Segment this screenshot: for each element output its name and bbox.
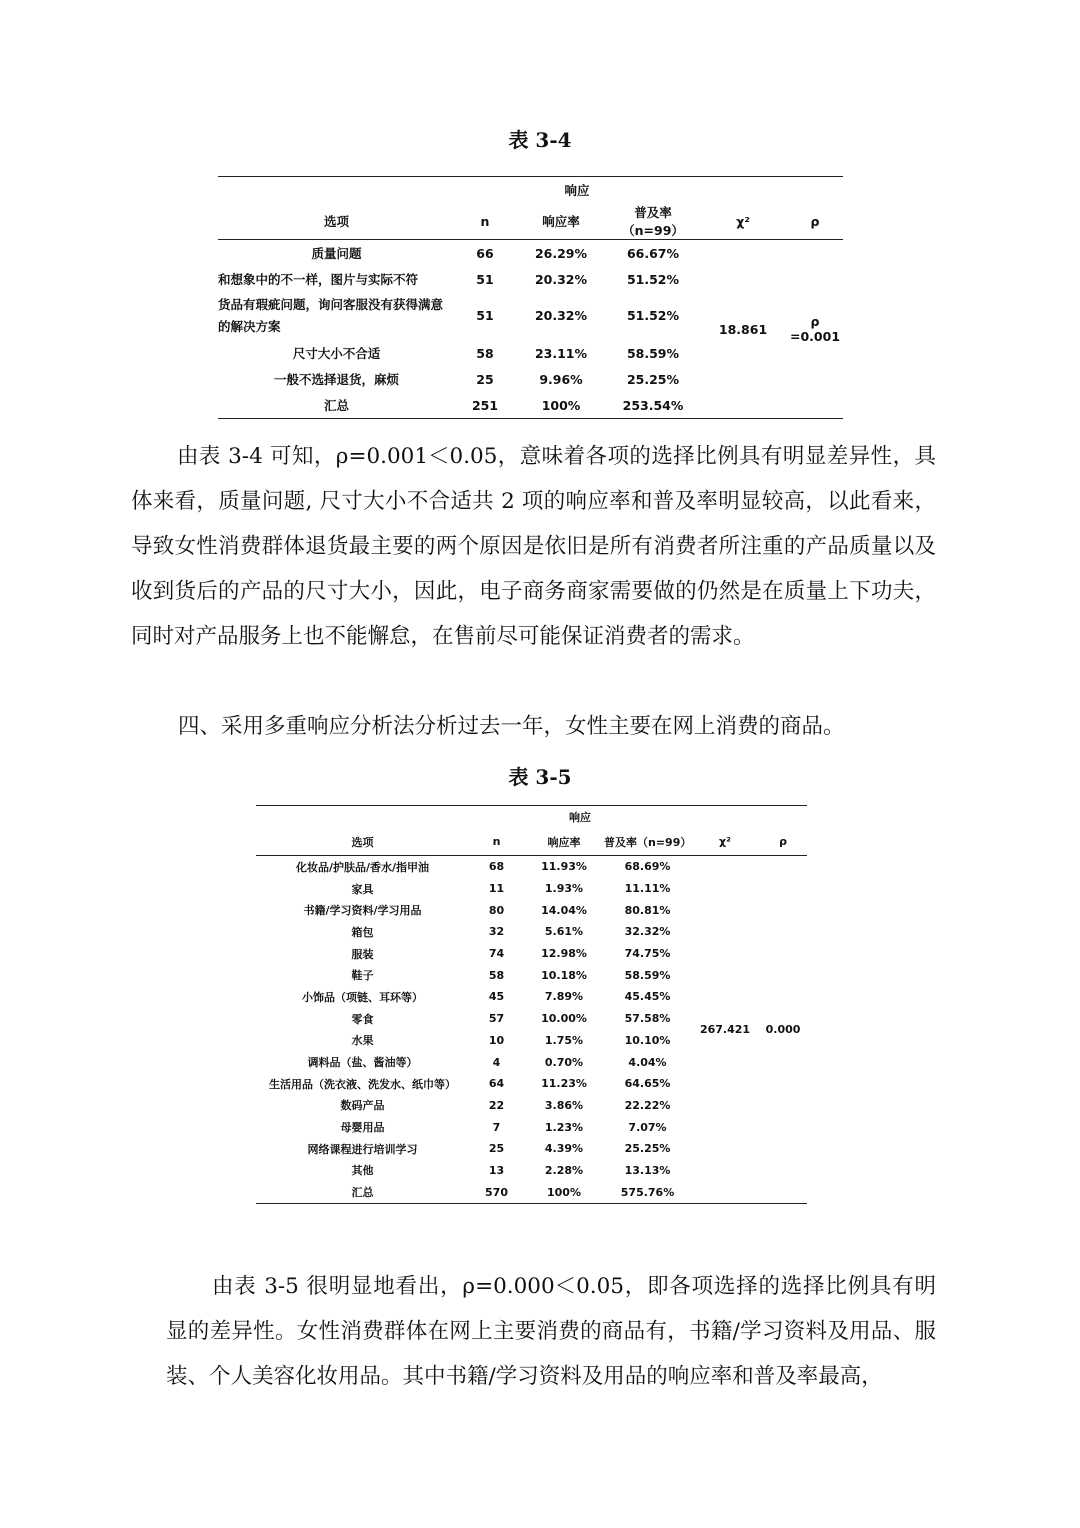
table-3-4 bbox=[218, 176, 843, 419]
row-n: 74 bbox=[488, 947, 505, 961]
row-penetration-rate: 51.52% bbox=[626, 308, 680, 323]
row-response-rate: 5.61% bbox=[544, 925, 584, 939]
row-penetration-rate: 575.76% bbox=[620, 1185, 675, 1199]
row-penetration-rate: 58.59% bbox=[626, 345, 680, 361]
row-n: 13 bbox=[488, 1163, 505, 1177]
header-blank bbox=[256, 806, 469, 828]
row-response-rate: 2.28% bbox=[544, 1163, 584, 1177]
row-label: 化妆品/护肤品/香水/指甲油 bbox=[295, 860, 430, 874]
paragraph-1-text: 由表 3-4 可知，ρ=0.001＜0.05，意味着各项的选择比例具有明显差异性，具体来看，质量问题, 尺寸大小不合适共 2 项的响应率和普及率明显较高，以此看来，导致女性消费群体退货最主要的两个原因是依旧是所有消费者所注重的产品质量以及收到货后的产品的尺寸大小，因此，电子商务商家需要做的仍然是在质量上下功夫，同时对产品服务上也不能懈怠，在售前尽可能保证消费者的需求。 bbox=[131, 444, 936, 649]
row-n: 57 bbox=[488, 1012, 505, 1026]
row-response-rate: 10.18% bbox=[541, 968, 587, 982]
header-blank bbox=[787, 177, 843, 203]
row-response-rate: 7.89% bbox=[544, 990, 584, 1004]
row-n: 51 bbox=[476, 271, 494, 287]
row-response-rate: 4.39% bbox=[544, 1142, 584, 1156]
row-response-rate: 20.32% bbox=[534, 271, 588, 287]
row-n: 10 bbox=[488, 1033, 505, 1047]
column-header: ρ bbox=[759, 828, 807, 856]
column-header: n bbox=[469, 828, 524, 856]
column-header: 响应率 bbox=[515, 203, 607, 240]
table-3-4-caption: 表 3-4 bbox=[508, 128, 572, 152]
row-label: 其他 bbox=[351, 1164, 374, 1178]
row-penetration-rate: 11.11% bbox=[624, 882, 671, 896]
row-penetration-rate: 25.25% bbox=[626, 371, 680, 387]
row-penetration-rate: 58.59% bbox=[624, 968, 671, 982]
row-label: 家具 bbox=[351, 882, 374, 896]
column-header: ρ bbox=[787, 203, 843, 240]
row-penetration-rate: 74.75% bbox=[624, 947, 671, 961]
header-blank bbox=[759, 806, 807, 828]
header-row-group bbox=[256, 806, 807, 828]
row-penetration-rate: 13.13% bbox=[624, 1163, 671, 1177]
row-label: 小饰品（项链、耳环等） bbox=[302, 990, 423, 1004]
header-group-response: 响应 bbox=[569, 811, 591, 824]
header-blank bbox=[699, 177, 787, 203]
row-penetration-rate: 51.52% bbox=[626, 271, 680, 287]
row-n: 25 bbox=[476, 371, 494, 387]
row-response-rate: 100% bbox=[541, 397, 581, 413]
column-header: 选项 bbox=[218, 203, 455, 240]
row-label: 质量问题 bbox=[311, 246, 362, 261]
row-n: 11 bbox=[488, 882, 505, 896]
row-n: 58 bbox=[476, 345, 494, 361]
row-penetration-rate: 45.45% bbox=[624, 990, 671, 1004]
row-label: 一般不选择退货，麻烦 bbox=[273, 372, 399, 387]
row-response-rate: 20.32% bbox=[534, 308, 588, 323]
header-blank bbox=[218, 177, 455, 203]
row-response-rate: 0.70% bbox=[544, 1055, 584, 1069]
row-label: 和想象中的不一样，图片与实际不符 bbox=[218, 272, 419, 287]
p-value: 0.000 bbox=[765, 1023, 801, 1036]
row-n: 51 bbox=[476, 308, 494, 323]
row-label: 零食 bbox=[351, 1012, 374, 1026]
row-response-rate: 1.23% bbox=[544, 1120, 584, 1134]
row-response-rate: 26.29% bbox=[534, 245, 588, 261]
row-penetration-rate: 253.54% bbox=[622, 397, 684, 413]
row-n: 32 bbox=[488, 925, 505, 939]
row-response-rate: 10.00% bbox=[541, 1012, 587, 1026]
row-label: 汇总 bbox=[351, 1186, 374, 1200]
paragraph-2 bbox=[166, 1264, 936, 1399]
row-label: 汇总 bbox=[323, 398, 349, 413]
section-heading-4: 四、采用多重响应分析法分析过去一年，女性主要在网上消费的商品。 bbox=[178, 714, 845, 739]
row-response-rate: 1.75% bbox=[544, 1033, 584, 1047]
table-3-5-caption: 表 3-5 bbox=[508, 765, 572, 789]
paragraph-2-text: 由表 3-5 很明显地看出，ρ=0.000＜0.05，即各项选择的选择比例具有明显的差异性。女性消费群体在网上主要消费的商品有，书籍/学习资料及用品、服装、个人美容化妆用品。其中书籍/学习资料及用品的响应率和普及率最高， bbox=[166, 1274, 936, 1389]
row-response-rate: 1.93% bbox=[544, 882, 584, 896]
row-penetration-rate: 10.10% bbox=[624, 1033, 671, 1047]
row-n: 45 bbox=[488, 990, 505, 1004]
column-header: χ² bbox=[691, 828, 759, 856]
row-label: 生活用品（洗衣液、洗发水、纸巾等） bbox=[269, 1077, 456, 1091]
row-penetration-rate: 22.22% bbox=[624, 1098, 671, 1112]
row-label: 书籍/学习资料/学习用品 bbox=[303, 904, 422, 918]
header-row-group bbox=[218, 177, 843, 203]
row-penetration-rate: 25.25% bbox=[624, 1142, 671, 1156]
row-penetration-rate: 57.58% bbox=[624, 1012, 671, 1026]
column-header: 响应率 bbox=[524, 828, 604, 856]
row-penetration-rate: 68.69% bbox=[624, 860, 671, 874]
row-penetration-rate: 4.04% bbox=[628, 1055, 667, 1069]
row-n: 570 bbox=[485, 1185, 508, 1199]
row-n: 64 bbox=[488, 1077, 505, 1091]
row-label: 货品有瑕疵问题，询问客服没有获得满意的解决方案 bbox=[218, 297, 444, 334]
row-n: 68 bbox=[488, 860, 505, 874]
row-n: 66 bbox=[476, 245, 494, 261]
chi-square-value: 18.861 bbox=[718, 321, 768, 337]
row-response-rate: 100% bbox=[547, 1185, 581, 1199]
p-value: ρ =0.001 bbox=[790, 314, 841, 344]
row-response-rate: 3.86% bbox=[544, 1098, 584, 1112]
column-header: n bbox=[455, 203, 515, 240]
row-label: 服装 bbox=[351, 947, 374, 961]
chi-square-value: 267.421 bbox=[699, 1023, 751, 1036]
row-penetration-rate: 66.67% bbox=[626, 245, 680, 261]
header-row-columns bbox=[256, 828, 807, 856]
row-response-rate: 9.96% bbox=[539, 371, 583, 387]
row-label: 尺寸大小不合适 bbox=[292, 346, 381, 361]
row-label: 箱包 bbox=[351, 925, 374, 939]
row-label: 网络课程进行培训学习 bbox=[307, 1142, 418, 1156]
row-n: 25 bbox=[488, 1142, 505, 1156]
row-n: 4 bbox=[492, 1055, 501, 1069]
row-penetration-rate: 7.07% bbox=[628, 1120, 667, 1134]
row-response-rate: 23.11% bbox=[534, 345, 588, 361]
column-header: 选项 bbox=[256, 828, 469, 856]
row-label: 数码产品 bbox=[340, 1099, 385, 1113]
row-label: 水果 bbox=[351, 1034, 374, 1048]
column-header: 普及率（n=99） bbox=[604, 828, 691, 856]
table-row bbox=[218, 240, 843, 267]
row-label: 母婴用品 bbox=[340, 1121, 385, 1135]
row-response-rate: 11.93% bbox=[541, 860, 587, 874]
row-response-rate: 14.04% bbox=[541, 903, 587, 917]
row-response-rate: 11.23% bbox=[541, 1077, 587, 1091]
column-header: 普及率（n=99） bbox=[607, 203, 699, 240]
header-blank bbox=[691, 806, 759, 828]
column-header: χ² bbox=[699, 203, 787, 240]
row-n: 58 bbox=[488, 968, 505, 982]
table-3-5 bbox=[256, 805, 807, 1204]
row-penetration-rate: 80.81% bbox=[624, 903, 671, 917]
header-row-columns bbox=[218, 203, 843, 240]
table-row bbox=[256, 856, 807, 878]
row-label: 鞋子 bbox=[351, 969, 374, 983]
row-n: 251 bbox=[471, 397, 499, 413]
row-response-rate: 12.98% bbox=[541, 947, 587, 961]
row-label: 调料品（盐、酱油等） bbox=[307, 1056, 418, 1070]
row-penetration-rate: 64.65% bbox=[624, 1077, 671, 1091]
header-group-response: 响应 bbox=[564, 183, 590, 198]
row-n: 80 bbox=[488, 903, 505, 917]
row-n: 22 bbox=[488, 1098, 505, 1112]
paragraph-1 bbox=[131, 434, 936, 659]
row-n: 7 bbox=[492, 1120, 501, 1134]
row-penetration-rate: 32.32% bbox=[624, 925, 671, 939]
